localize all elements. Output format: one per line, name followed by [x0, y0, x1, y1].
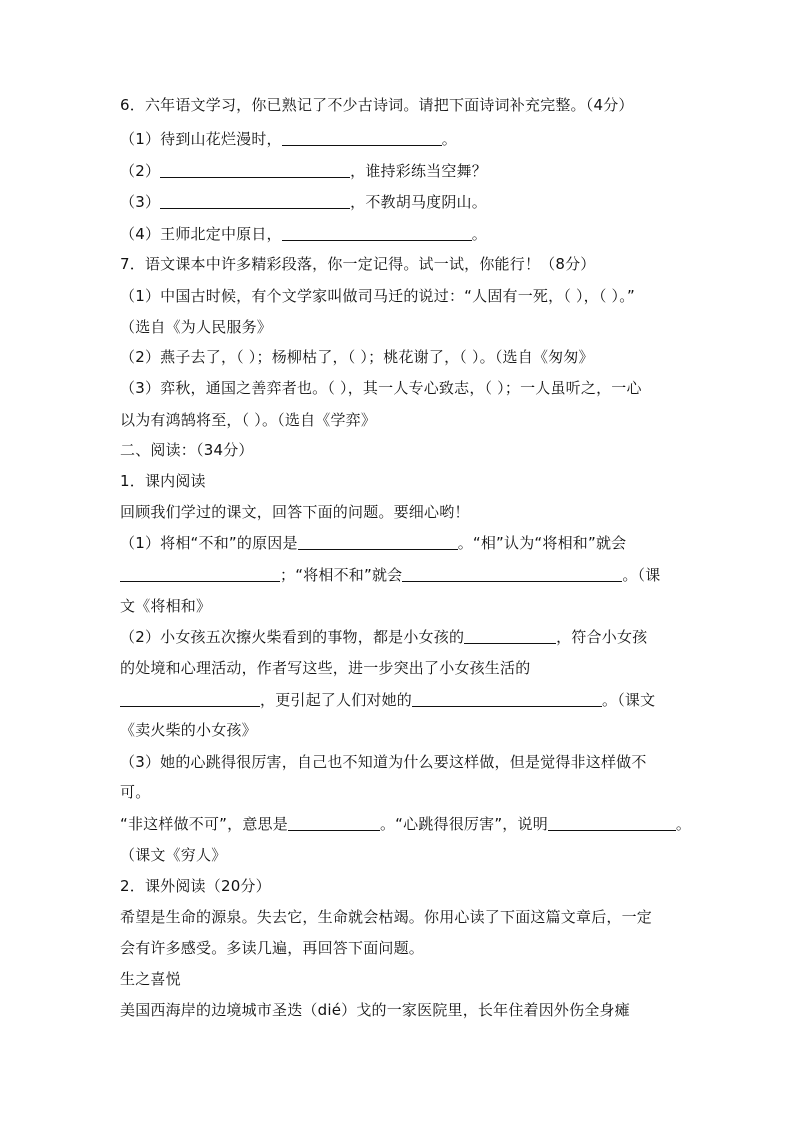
q7-line-3b: 以为有鸿鹄将至，（ ）。（选自《学弈》 [120, 411, 377, 429]
answer-blank[interactable] [288, 816, 380, 831]
r-q2-line-a: （2）小女孩五次擦火柴看到的事物，都是小女孩的 ，符合小女孩 [120, 628, 648, 646]
r-q1-line-a: （1）将相“不和”的原因是 。“相”认为“将相和”就会 [120, 534, 627, 552]
r-q3-line-a: （3）她的心跳得很厉害，自己也不知道为什么要这样做，但是觉得非这样做不 [120, 753, 647, 771]
q6-line-4: （4）王师北定中原日， 。 [120, 225, 487, 243]
r-q3-line-d: （课文《穷人》 [120, 846, 227, 864]
r-q2-line-d: 《卖火柴的小女孩》 [120, 721, 257, 739]
q6-line-2: （2） ，谁持彩练当空舞？ [120, 162, 487, 180]
subsection-2-title: 2．课外阅读（20分） [120, 877, 271, 895]
reading-intro: 回顾我们学过的课文，回答下面的问题。要细心哟！ [120, 503, 470, 521]
answer-blank[interactable] [160, 163, 350, 178]
answer-blank[interactable] [120, 567, 280, 582]
q7-line-1b: （选自《为人民服务》 [120, 318, 273, 336]
passage-line-3: 美国西海岸的边境城市圣迭（dié）戈的一家医院里，长年住着因外伤全身瘫 [120, 1001, 630, 1019]
r-q1-line-c: 文《将相和》 [120, 597, 212, 615]
r-q3-line-b: 可。 [120, 783, 151, 801]
answer-blank[interactable] [412, 692, 602, 707]
answer-blank[interactable] [298, 535, 458, 550]
subsection-1-title: 1．课内阅读 [120, 472, 206, 490]
section-2-heading: 二、阅读：（34分） [120, 441, 254, 459]
passage-line-2: 会有许多感受。多读几遍，再回答下面问题。 [120, 939, 425, 957]
r-q1-line-b: ；“将相不和”就会 。（课 [120, 565, 660, 585]
r-q2-line-c: ，更引起了人们对她的 。（课文 [120, 690, 655, 710]
q7-line-2: （2）燕子去了，（ ）；杨柳枯了，（ ）；桃花谢了，（ ）。（选自《匆匆》 [120, 348, 594, 366]
q6-line-1: （1）待到山花烂漫时， 。 [120, 130, 457, 148]
answer-blank[interactable] [402, 567, 622, 582]
answer-blank[interactable] [120, 692, 260, 707]
answer-blank[interactable] [282, 131, 442, 146]
q6-line-3: （3） ，不教胡马度阴山。 [120, 193, 487, 211]
q7-title: 7．语文课本中许多精彩段落，你一定记得。试一试，你能行！（8分） [120, 255, 596, 273]
answer-blank[interactable] [282, 226, 472, 241]
q6-title: 6．六年语文学习，你已熟记了不少古诗词。请把下面诗词补充完整。（4分） [120, 96, 634, 114]
answer-blank[interactable] [160, 194, 350, 209]
r-q2-line-b: 的处境和心理活动，作者写这些，进一步突出了小女孩生活的 [120, 659, 531, 677]
q7-line-3: （3）弈秋，通国之善弈者也。（ ），其一人专心致志，（ ）；一人虽听之，一心 [120, 379, 642, 397]
story-title: 生之喜悦 [120, 970, 181, 988]
passage-line-1: 希望是生命的源泉。失去它，生命就会枯竭。你用心读了下面这篇文章后，一定 [120, 908, 653, 926]
q7-line-1: （1）中国古时候，有个文学家叫做司马迁的说过：“人固有一死，（ ），（ ）。” [120, 287, 635, 305]
answer-blank[interactable] [548, 816, 676, 831]
r-q3-line-c: “非这样做不可”，意思是 。“心跳得很厉害”，说明 。 [120, 815, 692, 833]
answer-blank[interactable] [464, 629, 556, 644]
